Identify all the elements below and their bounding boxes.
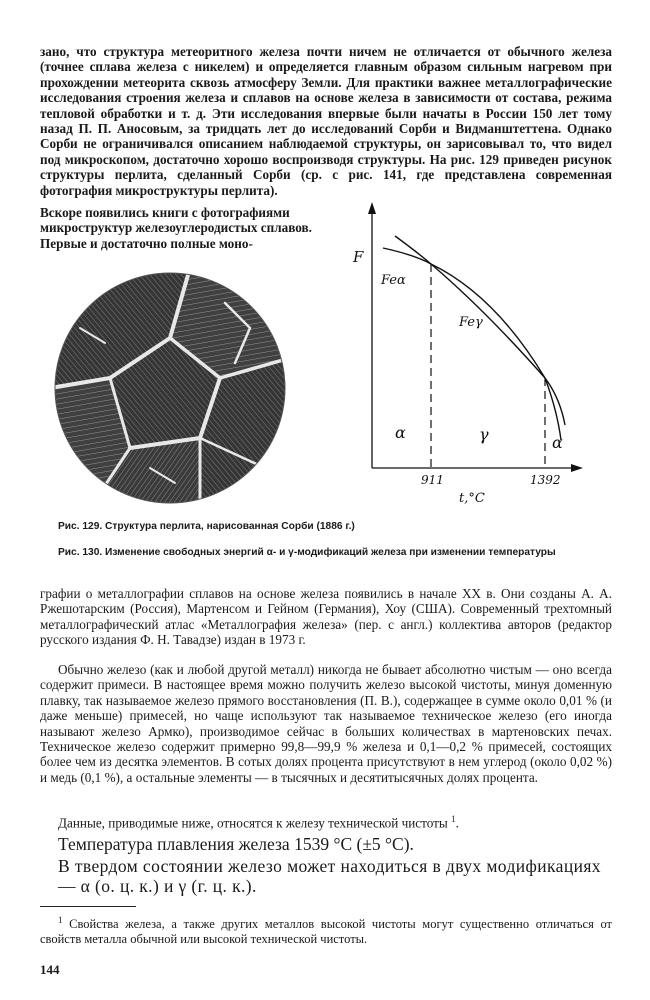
x-axis-arrow — [571, 464, 583, 472]
series-fe-gamma-line — [395, 236, 565, 425]
paragraph-impurities: Обычно железо (как и любой другой металл) никогда не бывает абсолютно чистым — оно всегда содержит примеси. В настоящее время можно получить железо высокой чистоты, минуя доменную плавку, так называемое железо прямого восстановления (П. В.), содержащее в сумме около 0,01 % (и даже меньше) примесей, но чаще используют так называемое техническое железо (его иногда называют железо Армко), производимое сейчас в больших количествах в мартеновских печах. Техническое железо содержит примерно 99,8—99,9 % железа и 0,1—0,2 % примесей, состоящих более чем из десятка элементов. В сотых долях процента присутствуют в нем углерод (около 0,02 %) и медь (0,1 %), а остальные элементы — в тысячных и десятитысячных долях процента. — [40, 662, 612, 785]
region-label-alpha-left: α — [395, 423, 406, 442]
y-axis-label: F — [353, 248, 364, 266]
figure-130-free-energy-chart — [345, 200, 585, 510]
paragraph-continued: графии о металлографии сплавов на основе железа появились в начале XX в. Они созданы А. А. Ржешотарским (Россия), Мартенсом и Гейном (Германия), Хоу (США). Современный трехтомный металлографический атлас «Металлография железа» (пер. с англ.) коллектива авторов (редактор русского издания Ф. Н. Тавадзе) издан в 1973 г. — [40, 586, 612, 648]
paragraph-left-column: Вскоре появились книги с фотографиями микроструктур железоуглеродистых сплавов. Первые и достаточно полные моно- — [40, 205, 312, 251]
series-fe-alpha-line — [383, 248, 561, 440]
region-label-alpha-right: α — [552, 433, 563, 452]
tick-label-911: 911 — [421, 473, 444, 487]
x-axis-label: t,°C — [459, 491, 485, 506]
footnote-ref: 1 — [451, 814, 456, 824]
tick-label-1392: 1392 — [530, 473, 561, 487]
modifications-statement: В твердом состоянии железо может находиться в двух модификациях — α (о. ц. к.) и γ (г. ц. к.). — [58, 856, 601, 896]
figure-129-pearlite-drawing — [50, 268, 290, 508]
footnote-text: Свойства железа, а также других металлов высокой чистоты могут существенно отличаться от свойств металла обычной или высокой технической чистоты. — [40, 917, 613, 947]
footnote-divider — [40, 906, 136, 907]
series-label-fe-gamma: Feγ — [459, 315, 483, 330]
figure-130-caption: Рис. 130. Изменение свободных энергий α- и γ-модификаций железа при изменении температуры — [58, 547, 556, 558]
footnote — [40, 913, 612, 947]
melting-point-statement: Температура плавления железа 1539 °С (±5 °С). — [58, 834, 414, 854]
paragraph-data-note — [40, 812, 612, 831]
paragraph-top: зано, что структура метеоритного железа почти ничем не отличается от обычного железа (точнее сплава железа с никелем) и определяется главным образом сильным нагревом при прохождении метеорита сквозь атмосферу Земли. Для практики важнее металлографические исследования строения железа и сплавов на основе железа в зависимости от состава, режима тепловой обработки и т. д. Эти исследования впервые были начаты в России 150 лет тому назад П. П. Аносовым, за тридцать лет до исследований Сорби и Видманштеттена. Однако Сорби не ограничивался описанием наблюдаемой структуры, он зарисовывал то, что видел под микроскопом, достаточно хорошо воспроизводя структуры. На рис. 129 приведен рисунок структуры перлита, сделанный Сорби (ср. с рис. 141, где представлена современная фотография микроструктуры перлита). — [40, 44, 612, 198]
series-label-fe-alpha: Feα — [381, 273, 406, 288]
footnote-marker: 1 — [58, 915, 63, 925]
page-number: 144 — [40, 962, 60, 977]
region-label-gamma: γ — [479, 425, 489, 444]
data-note-end: . — [455, 815, 459, 831]
y-axis-arrow — [368, 202, 376, 214]
data-note-text: Данные, приводимые ниже, относятся к железу технической чистоты — [58, 815, 448, 831]
figure-129-caption: Рис. 129. Структура перлита, нарисованная Сорби (1886 г.) — [58, 521, 355, 532]
